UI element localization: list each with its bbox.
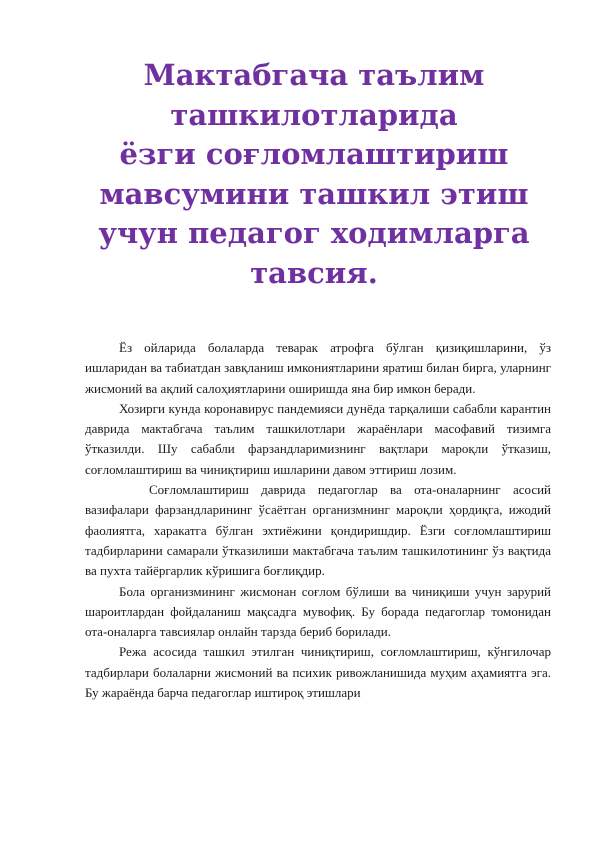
title-line-6: тавсия. — [250, 255, 378, 290]
title-line-3: ёзги соғломлаштириш — [119, 137, 509, 171]
document-body — [85, 338, 551, 703]
paragraph-summer-benefits: Ёз ойларида болаларда теварак атрофга бўлган қизиқишларини, ўз ишларидан ва табиатдан завқланиш имкониятларини яратиш билан бирга, уларнинг жисмоний ва ақлий салоҳиятларини оширишда яна бир имкон беради. — [85, 340, 551, 396]
title-line-5: учун педагог ходимларга — [98, 216, 530, 250]
title-line-2: ташкилотларида — [170, 97, 458, 132]
title-line-1: Мактабгача таълим — [143, 58, 485, 92]
paragraph-duties: Соғломлаштириш даврида педагоглар ва ота-оналарнинг асосий вазифалари фарзандларининг ўсаётган организмнинг мароқли ҳордиқга, ижодий фаолиятга, харакатга бўлган эхтиёжини қондиришдир. Ёзги соғломлаштириш тадбирларини самарали ўтказилиши мактабгача таълим ташкилотининг ўз вақтида ва пухта тайёргарлик кўришига боғлиқдир. — [85, 482, 551, 579]
paragraph-planned-activities: Режа асосида ташкил этилган чиниқтириш, соғломлаштириш, кўнгилочар тадбирлари болаларни жисмоний ва психик ривожланишида муҳим аҳамиятга эга. Бу жараёнда барча педагоглар иштироқ этишлари — [85, 644, 551, 701]
paragraph-pandemic: Хозирги кунда коронавирус пандемияси дунёда тарқалиши сабабли карантин даврида мактабгача таълим ташкилотлари жараёнлари масофавий тизимга ўтказилди. Шу сабабли фарзандларимизнинг вақтлари мароқли ўтказиш, соғломлаштириш ва чиниқтириш ишларини давом эттириш лозим. — [85, 400, 551, 477]
document-title — [95, 56, 533, 293]
title-line-4: мавсумини ташкил этиш — [99, 176, 529, 211]
paragraph-health-conditions: Бола организмининг жисмонан соғлом бўлиши ва чиниқиши учун зарурий шароитлардан фойдаланиш мақсадга мувофиқ. Бу борада педагоглар томонидан ота-оналарга тавсиялар онлайн тарзда бериб борилади. — [85, 583, 551, 640]
